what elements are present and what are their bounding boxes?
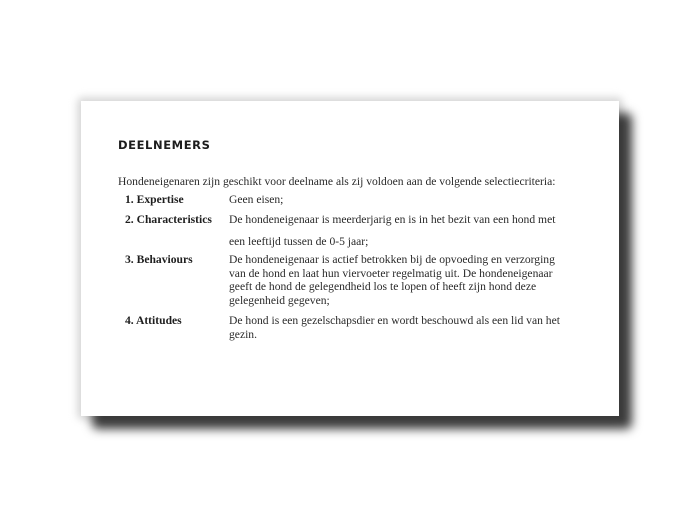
criterion-label: 1. Expertise: [125, 193, 184, 206]
criterion-description: [229, 213, 565, 253]
criteria-list: [125, 193, 565, 342]
criterion-label: 3. Behaviours: [125, 253, 193, 266]
document-page: [81, 101, 619, 416]
criterion-characteristics: [125, 213, 565, 253]
description-line: De hondeneigenaar is actief betrokken bij de opvoeding en verzorging: [229, 253, 555, 266]
criterion-behaviours: [125, 253, 565, 314]
criterion-description: [229, 314, 565, 342]
criterion-description: [229, 253, 565, 314]
description-line: een leeftijd tussen de 0-5 jaar;: [229, 235, 369, 248]
criterion-label: 2. Characteristics: [125, 213, 212, 226]
description-line: De hond is een gezelschapsdier en wordt beschouwd als een lid van het: [229, 314, 560, 327]
description-line: gezin.: [229, 328, 258, 341]
description-line: De hondeneigenaar is meerderjarig en is in het bezit van een hond met: [229, 213, 556, 226]
description-line: gelegenheid gegeven;: [229, 293, 330, 307]
criterion-label: 4. Attitudes: [125, 314, 182, 327]
description-line: geeft de hond de gelegendheid los te lopen of heeft zijn hond deze: [229, 280, 537, 293]
criterion-attitudes: [125, 314, 565, 342]
description-line: van de hond en laat hun viervoeter regelmatig uit. De hondeneigenaar: [229, 266, 553, 280]
intro-paragraph: Hondeneigenaren zijn geschikt voor deelname als zij voldoen aan de volgende selectiecriteria:: [118, 175, 556, 188]
criterion-description: [229, 193, 565, 213]
criterion-expertise: [125, 193, 565, 213]
page-title: DEELNEMERS: [118, 138, 211, 152]
description-line: Geen eisen;: [229, 193, 284, 206]
